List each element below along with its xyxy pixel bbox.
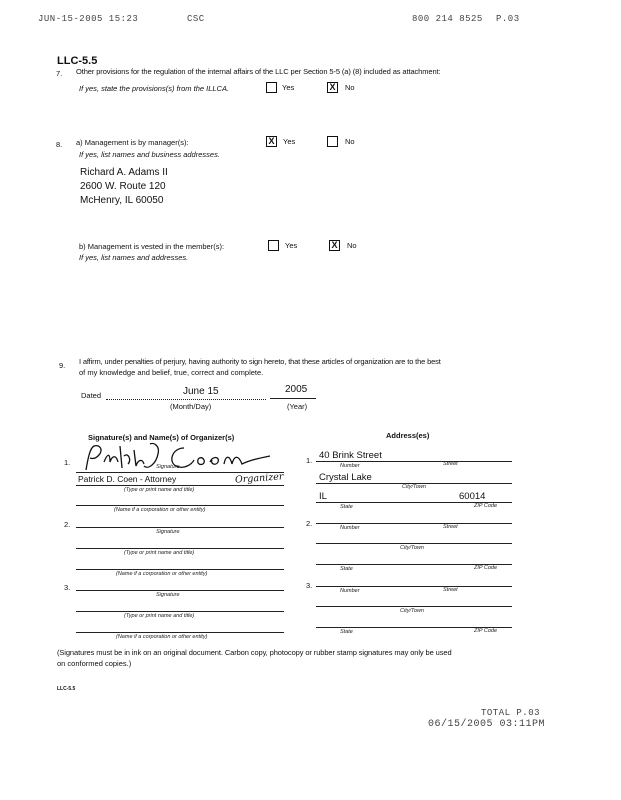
- item9-text-line1: I affirm, under penalties of perjury, having authority to sign hereto, that these articles of organization are to the best: [79, 357, 441, 366]
- organizer2-number: 2.: [64, 520, 71, 529]
- address3-street-caption: Street: [443, 587, 458, 593]
- footnote-line1: (Signatures must be in ink on an original document. Carbon copy, photocopy or rubber stamp signatures may only be used: [57, 648, 452, 657]
- address1-city: Crystal Lake: [319, 472, 372, 483]
- organizer1-name-line: [76, 485, 284, 486]
- dated-label: Dated: [81, 391, 102, 400]
- organizer2-signature-line: [76, 527, 284, 528]
- organizer3-number: 3.: [64, 583, 71, 592]
- item8b-no-checkbox[interactable]: X: [329, 240, 340, 251]
- item8a-text: a) Management is by manager(s):: [76, 138, 189, 147]
- address2-number-caption: Number: [340, 525, 360, 531]
- address3-city-line: [316, 606, 512, 607]
- item8a-yes-checkbox[interactable]: X: [266, 136, 277, 147]
- fax-page: P.03: [496, 14, 520, 24]
- fax-phone: 800 214 8525: [412, 14, 483, 24]
- organizer1-signature-caption: Signature: [156, 464, 180, 470]
- item7-no-label: No: [345, 83, 355, 92]
- item7-no-checkbox[interactable]: X: [327, 82, 338, 93]
- organizer1-name-title: Patrick D. Coen - Attorney: [78, 474, 177, 484]
- item8a-yes-label: Yes: [283, 137, 296, 146]
- fax-footer-timestamp: 06/15/2005 03:11PM: [428, 719, 546, 730]
- date-value: June 15: [183, 386, 219, 397]
- organizer3-signature-caption: Signature: [156, 592, 180, 598]
- item9-number: 9.: [59, 361, 66, 370]
- address1-city-caption: City/Town: [402, 484, 426, 490]
- item8b-text: b) Management is vested in the member(s):: [79, 242, 225, 251]
- address1-number-caption: Number: [340, 463, 360, 469]
- address3-number-caption: Number: [340, 588, 360, 594]
- item9-text-line2: of my knowledge and belief, true, correct and complete.: [79, 368, 264, 377]
- address2-city-caption: City/Town: [400, 545, 424, 551]
- organizer-signatures-header: Signature(s) and Name(s) of Organizer(s): [88, 433, 235, 442]
- item8b-yes-label: Yes: [285, 241, 298, 250]
- address1-state: IL: [319, 491, 327, 502]
- organizer1-number: 1.: [64, 458, 71, 467]
- address1-zip-caption: ZIP Code: [474, 503, 498, 509]
- month-day-caption: (Month/Day): [170, 402, 212, 411]
- fax-sender: CSC: [187, 14, 205, 24]
- organizer1-name-caption: (Type or print name and title): [124, 487, 195, 493]
- item8-number: 8.: [56, 140, 63, 149]
- organizer3-corp-caption: (Name if a corporation or other entity): [116, 634, 208, 640]
- year-value: 2005: [285, 384, 308, 395]
- manager-street: 2600 W. Route 120: [80, 181, 166, 192]
- organizer1-signature: [80, 440, 280, 474]
- organizer2-name-caption: (Type or print name and title): [124, 550, 195, 556]
- item8b-subtext: If yes, list names and addresses.: [79, 253, 189, 262]
- organizer1-corp-line: [76, 505, 284, 506]
- footnote-line2: on conformed copies.): [57, 659, 132, 668]
- item8b-no-label: No: [347, 241, 357, 250]
- item7-yes-label: Yes: [282, 83, 295, 92]
- item8a-subtext: If yes, list names and business addresses.: [79, 150, 220, 159]
- organizer2-corp-caption: (Name if a corporation or other entity): [116, 571, 208, 577]
- address3-state-caption: State: [340, 629, 353, 635]
- organizer2-signature-caption: Signature: [156, 529, 180, 535]
- item7-number: 7.: [56, 69, 63, 78]
- addresses-header: Address(es): [386, 431, 430, 440]
- item8a-no-checkbox[interactable]: [327, 136, 338, 147]
- address1-street-line: [316, 461, 512, 462]
- item7-yes-checkbox[interactable]: [266, 82, 277, 93]
- year-line: [270, 398, 316, 399]
- manager-city: McHenry, IL 60050: [80, 195, 164, 206]
- organizer1-handwritten-role: Organizer: [234, 471, 284, 486]
- organizer3-name-caption: (Type or print name and title): [124, 613, 195, 619]
- address2-state-caption: State: [340, 566, 353, 572]
- address3-number: 3.: [306, 581, 313, 590]
- address3-zip-caption: ZIP Code: [474, 628, 498, 634]
- form-code: LLC-5.5: [57, 686, 76, 692]
- fax-total-pages: TOTAL P.03: [481, 708, 541, 718]
- address1-state-caption: State: [340, 504, 353, 510]
- organizer3-corp-line: [76, 632, 284, 633]
- form-id: LLC-5.5: [57, 55, 98, 67]
- organizer1-corp-caption: (Name if a corporation or other entity): [114, 507, 206, 513]
- item7-subtext: If yes, state the provisions(s) from the ILLCA.: [79, 84, 230, 93]
- date-line: [106, 399, 266, 400]
- address2-zip-caption: ZIP Code: [474, 565, 498, 571]
- organizer2-corp-line: [76, 569, 284, 570]
- organizer3-signature-line: [76, 590, 284, 591]
- item8b-yes-checkbox[interactable]: [268, 240, 279, 251]
- address2-street-caption: Street: [443, 524, 458, 530]
- address3-street-line: [316, 586, 512, 587]
- organizer3-name-line: [76, 611, 284, 612]
- address2-number: 2.: [306, 519, 313, 528]
- manager-name: Richard A. Adams II: [80, 167, 168, 178]
- address3-city-caption: City/Town: [400, 608, 424, 614]
- address1-zip: 60014: [459, 491, 486, 502]
- year-caption: (Year): [287, 402, 308, 411]
- item8a-no-label: No: [345, 137, 355, 146]
- organizer2-name-line: [76, 548, 284, 549]
- address2-street-line: [316, 523, 512, 524]
- address1-street: 40 Brink Street: [319, 450, 382, 461]
- address2-city-line: [316, 543, 512, 544]
- item7-text: Other provisions for the regulation of the internal affairs of the LLC per Section 5-5 (a) (8) included as attachment:: [76, 67, 441, 76]
- fax-date-time: JUN-15-2005 15:23: [38, 14, 139, 24]
- address1-street-caption: Street: [443, 461, 458, 467]
- address1-number: 1.: [306, 456, 313, 465]
